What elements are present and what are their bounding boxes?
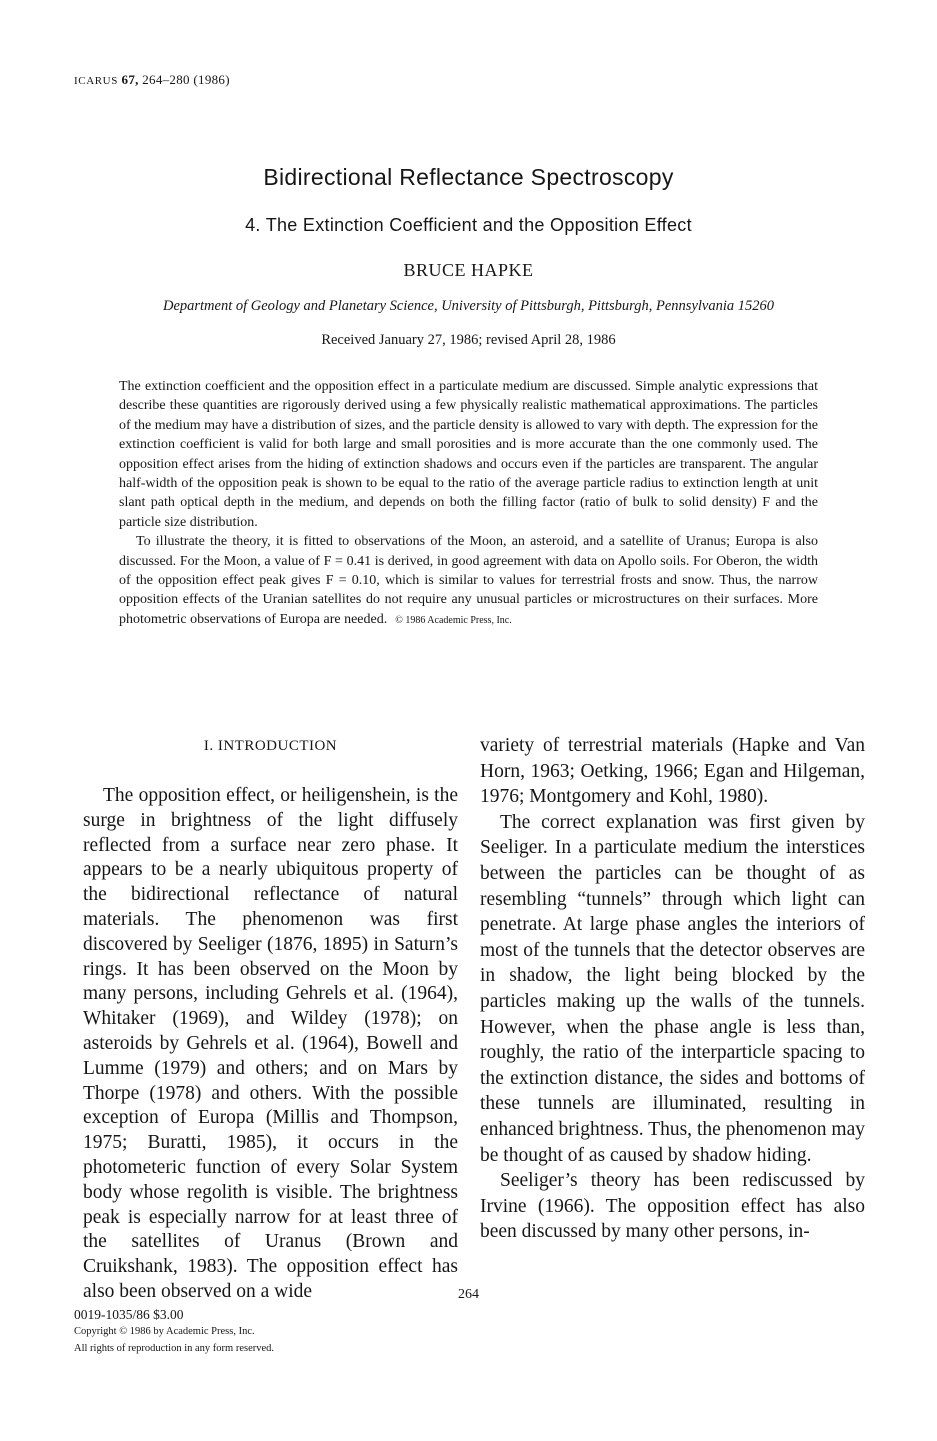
section-heading: I. INTRODUCTION	[203, 738, 338, 754]
journal-pages-year: 264–280 (1986)	[142, 72, 230, 87]
journal-volume: 67,	[121, 72, 139, 87]
abstract-copyright: © 1986 Academic Press, Inc.	[395, 614, 512, 626]
footer-code: 0019-1035/86 $3.00	[74, 1307, 184, 1322]
body-paragraph: variety of terrestrial materials (Hapke and Van Horn, 1963; Oetking, 1966; Egan and Hilgeman, 1976; Montgomery and Kohl, 1980).	[480, 735, 865, 808]
abstract-paragraph	[119, 532, 818, 630]
right-column	[480, 733, 865, 1245]
abstract-paragraph-text: To illustrate the theory, it is fitted to observations of the Moon, an asteroid, and a satellite of Uranus; Europa is also discussed. For the Moon, a value of F = 0.41 is derived, in good agreement with data on Apollo soils. For Oberon, the width of the opposition effect peak gives F = 0.10, which is similar to values for terrestrial frosts and snow. Thus, the narrow opposition effects of the Uranian satellites do not require any unusual particles or microstructures on their surfaces. More photometric observations of Europa are needed.	[119, 534, 818, 627]
author-affiliation: Department of Geology and Planetary Science, University of Pittsburgh, Pittsburgh, Pennsylvania 15260	[162, 298, 775, 314]
paper-subtitle: 4. The Extinction Coefficient and the Opposition Effect	[245, 215, 692, 235]
body-paragraph: Seeliger’s theory has been rediscussed by Irvine (1966). The opposition effect has also been discussed by many other persons, in-	[480, 1170, 865, 1243]
footer-copyright: Copyright © 1986 by Academic Press, Inc.	[74, 1326, 255, 1337]
footer-rights: All rights of reproduction in any form reserved.	[74, 1343, 275, 1354]
journal-name: ICARUS	[74, 75, 118, 87]
footer-notice	[74, 1306, 274, 1357]
body-paragraph: The correct explanation was first given by Seeliger. In a particulate medium the interstices between the particles can be thought of as resembling “tunnels” through which light can penetrate. At large phase angles the interiors of most of the tunnels that the detector observes are in shadow, the light being blocked by the particles making up the walls of the tunnels. However, when the phase angle is less than, roughly, the ratio of the interparticle spacing to the extinction distance, the sides and bottoms of these tunnels are illuminated, resulting in enhanced brightness. Thus, the phenomenon may be thought of as caused by shadow hiding.	[480, 811, 865, 1166]
abstract	[119, 377, 818, 630]
body-paragraph: The opposition effect, or heiligenshein, is the surge in brightness of the light diffusely reflected from a surface near zero phase. It appears to be a nearly ubiquitous property of the bidirectional reflectance of natural materials. The phenomenon was first discovered by Seeliger (1876, 1895) in Saturn’s rings. It has been observed on the Moon by many persons, including Gehrels et al. (1964), Whitaker (1969), and Wildey (1978); on asteroids by Gehrels et al. (1964), Bowell and Lumme (1979) and others; and on Mars by Thorpe (1978) and others. With the possible exception of Europa (Millis and Thompson, 1975; Buratti, 1985), it occurs in the photometeric function of every Solar System body whose regolith is visible. The brightness peak is especially narrow for at least three of the satellites of Uranus (Brown and Cruikshank, 1983). The opposition effect has also been observed on a wide	[83, 785, 458, 1302]
abstract-paragraph: The extinction coefficient and the opposition effect in a particulate medium are discussed. Simple analytic expressions that describe these quantities are rigorously derived using a few physically realistic mathematical approximations. The particles of the medium may have a distribution of sizes, and the particle density is allowed to vary with depth. The expression for the extinction coefficient is valid for both large and small porosities and is more accurate than the one commonly used. The opposition effect arises from the hiding of extinction shadows and occurs even if the particles are transparent. The angular half-width of the opposition peak is shown to be equal to the ratio of the average particle radius to extinction length at unit slant path optical depth in the medium, and depends on both the filling factor (ratio of bulk to solid density) F and the particle size distribution.	[119, 379, 818, 530]
journal-header	[74, 72, 230, 88]
paper-title: Bidirectional Reflectance Spectroscopy	[263, 164, 674, 190]
received-dates: Received January 27, 1986; revised April 28, 1986	[321, 332, 616, 348]
author-name: BRUCE HAPKE	[403, 260, 534, 280]
page-number: 264	[458, 1287, 479, 1302]
left-column	[83, 733, 458, 1305]
